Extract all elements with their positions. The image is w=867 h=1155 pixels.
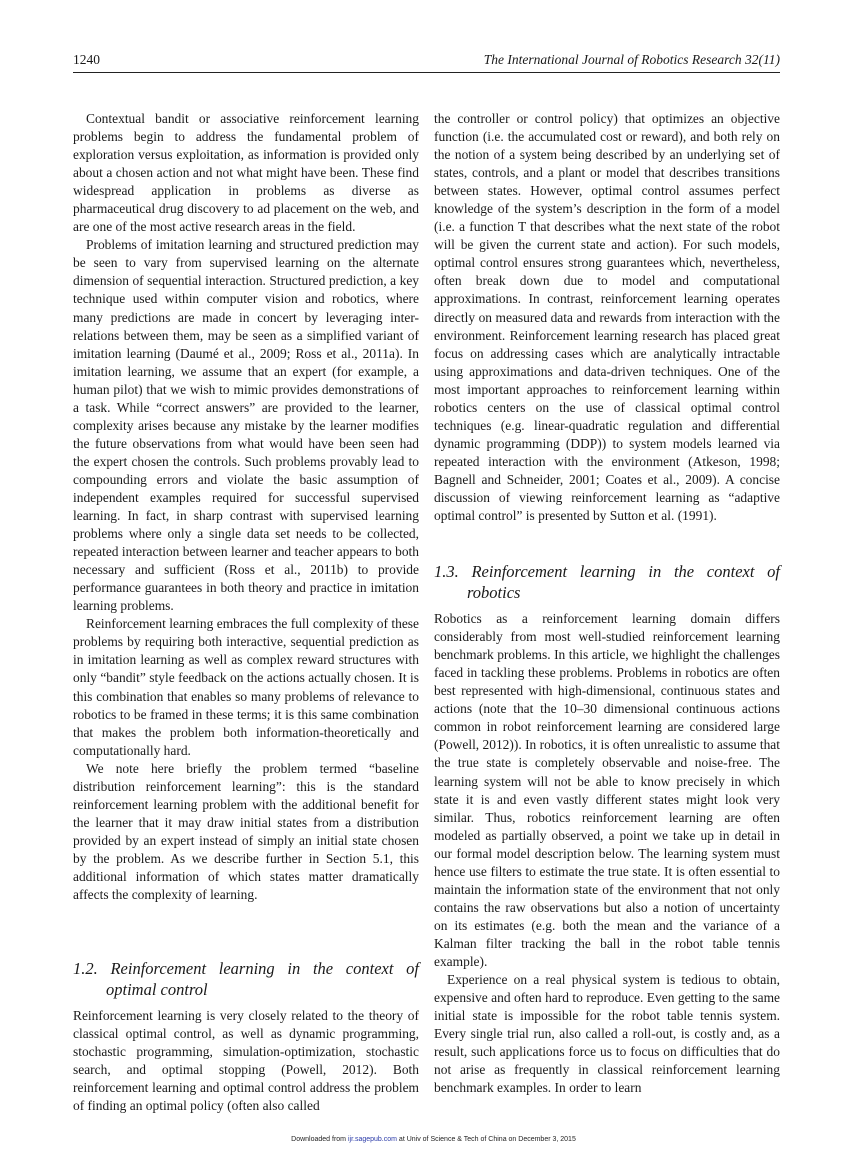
body-paragraph: Reinforcement learning embraces the full complexity of these problems by requiring both interactive, sequential prediction as in imitation learning as well as complex reward structures with only “bandit” style feedback on the actions actually chosen. It is this combination that enables so many problems of relevance to robotics to be framed in these terms; it is this same combination that makes the problem both information-theoretically and computationally hard. xyxy=(73,616,419,758)
running-header xyxy=(73,50,780,73)
footer-link[interactable]: ijr.sagepub.com xyxy=(347,1136,397,1143)
journal-title: The International Journal of Robotics Research 32(11) xyxy=(483,52,780,67)
left-column xyxy=(73,110,419,1115)
footer-suffix: at Univ of Science & Tech of China on December 3, 2015 xyxy=(396,1136,576,1143)
body-paragraph: Problems of imitation learning and structured prediction may be seen to vary from supervised learning on the alternate dimension of sequential interaction. Structured prediction, a key technique used within computer vision and robotics, where many predictions are made in concert by leveraging inter-relations between them, may be seen as a simplified variant of imitation learning (Daumé et al., 2009; Ross et al., 2011a). In imitation learning, we assume that an expert (for example, a human pilot) that we wish to mimic provides demonstrations of a task. While “correct answers” are provided to the learner, complexity arises because any mistake by the learner modifies the future observations from what would have been seen had the expert chosen the controls. Such problems provably lead to compounding errors and violate the basic assumption of independent examples required for successful supervised learning. In fact, in sharp contrast with supervised learning problems where only a single data set needs to be collected, repeated interaction between learner and teacher appears to both necessary and sufficient (Ross et al., 2011b) to provide performance guarantees in both theory and practice in imitation learning problems. xyxy=(73,237,419,614)
section-heading-1-2: 1.2. Reinforcement learning in the context of optimal control xyxy=(73,959,419,1000)
right-column xyxy=(434,110,780,1097)
footer-prefix: Downloaded from xyxy=(291,1136,348,1143)
page-number: 1240 xyxy=(73,52,100,67)
body-paragraph: the controller or control policy) that optimizes an objective function (i.e. the accumulated cost or reward), and both rely on the notion of a system being described by an underlying set of states, controls, and a plant or model that describes transitions between states. However, optimal control assumes perfect knowledge of the system’s description in the form of a model (i.e. a function T that describes what the next state of the robot will be given the current state and action). For such models, optimal control ensures strong guarantees which, nevertheless, often break down due to model and computational approximations. In contrast, reinforcement learning operates directly on measured data and rewards from interaction with the environment. Reinforcement learning research has placed great focus on addressing cases which are analytically intractable using approximations and data-driven techniques. One of the most important approaches to reinforcement learning within robotics centers on the use of classical optimal control techniques (e.g. linear-quadratic regulation and differential dynamic programming (DDP)) to system models learned via repeated interaction with the environment (Atkeson, 1998; Bagnell and Schneider, 2001; Coates et al., 2009). A concise discussion of viewing reinforcement learning as “adaptive optimal control” is presented by Sutton et al. (1991). xyxy=(434,111,780,524)
body-paragraph: Experience on a real physical system is tedious to obtain, expensive and often hard to reproduce. Even getting to the same initial state is impossible for the robot table tennis system. Every single trial run, also called a roll-out, is costly and, as a result, such applications force us to focus on difficulties that do not arise as frequently in classical reinforcement learning benchmark examples. In order to learn xyxy=(434,972,780,1096)
section-heading-1-3: 1.3. Reinforcement learning in the context of robotics xyxy=(434,562,780,603)
body-paragraph: Reinforcement learning is very closely related to the theory of classical optimal control, as well as dynamic programming, stochastic programming, simulation-optimization, stochastic search, and optimal stopping (Powell, 2012). Both reinforcement learning and optimal control address the problem of finding an optimal policy (often also called xyxy=(73,1008,419,1114)
body-paragraph: Contextual bandit or associative reinforcement learning problems begin to address the fundamental problem of exploration versus exploitation, as information is provided only about a chosen action and not what might have been. These find widespread application in problems as diverse as pharmaceutical drug discovery to ad placement on the web, and are one of the most active research areas in the field. xyxy=(73,111,419,235)
download-footer xyxy=(0,1136,867,1143)
body-paragraph: Robotics as a reinforcement learning domain differs considerably from most well-studied reinforcement learning benchmark problems. In this article, we highlight the challenges faced in tackling these problems. Problems in robotics are often best represented with high-dimensional, continuous states and actions (note that the 10–30 dimensional continuous actions common in robot reinforcement learning are considered large (Powell, 2012)). In robotics, it is often unrealistic to assume that the true state is completely observable and noise-free. The learning system will not be able to know precisely in which state it is and even vastly different states might look very similar. Thus, robotics reinforcement learning are often modeled as partially observed, a point we take up in detail in our formal model description below. The learning system must hence use filters to estimate the true state. It is often essential to maintain the information state of the environment that not only contains the raw observations but also a notion of uncertainty on its estimates (e.g. both the mean and the variance of a Kalman filter tracking the ball in the robot table tennis example). xyxy=(434,611,780,969)
body-paragraph: We note here briefly the problem termed “baseline distribution reinforcement learning”: this is the standard reinforcement learning problem with the additional benefit for the learner that it may draw initial states from a distribution provided by an expert instead of simply an initial state chosen by the problem. As we describe further in Section 5.1, this additional information of which states matter dramatically affects the complexity of learning. xyxy=(73,760,419,903)
